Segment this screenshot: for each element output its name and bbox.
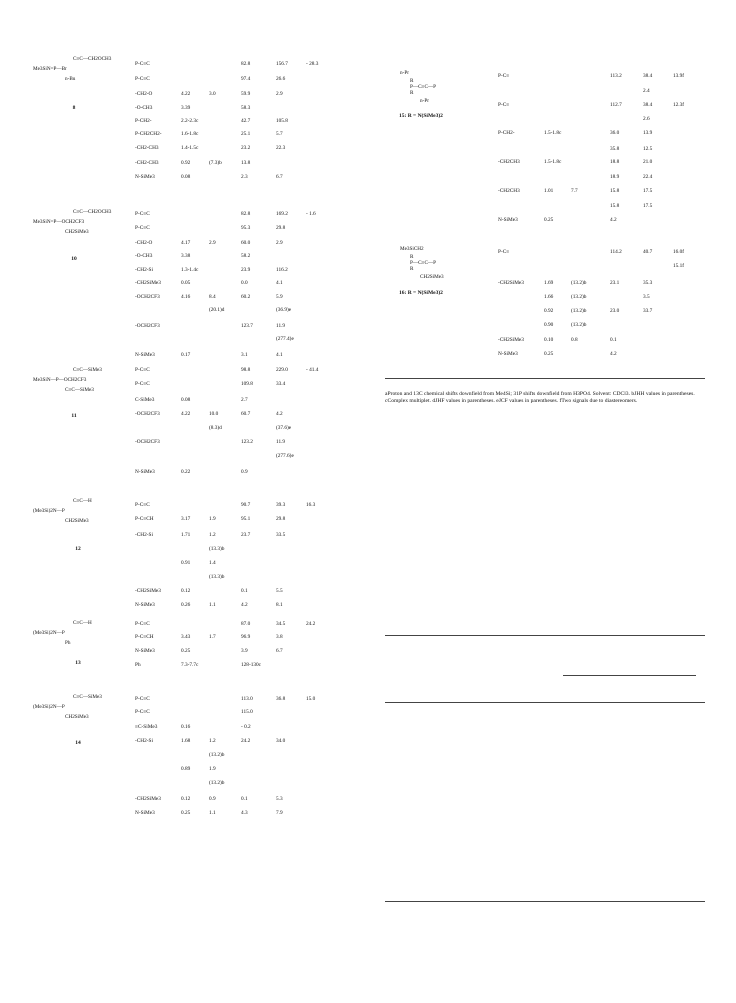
cell: 0.16	[181, 724, 191, 730]
compound-number: 16: R = N(SiMe3)2	[399, 290, 443, 296]
cell: 109.8	[241, 381, 253, 387]
structure-line: Me3SiN—P—OCH2CF3	[33, 377, 87, 383]
cell: (7.3)b	[209, 160, 222, 166]
structure-line: Me3SiCH2	[400, 246, 424, 252]
cell: 35.8	[610, 146, 620, 152]
cell: 1.1	[209, 602, 216, 608]
cell: (20.1)d	[209, 307, 225, 313]
cell: 2.9	[209, 240, 216, 246]
cell: 36.0	[610, 130, 620, 136]
cell: 7.7	[571, 188, 578, 194]
cell: 0.1	[241, 796, 248, 802]
cell: 3.38	[181, 253, 191, 259]
cell: 3.8	[276, 634, 283, 640]
cell: 12.3f	[673, 102, 685, 108]
cell: 0.05	[181, 280, 191, 286]
cell: 1.3-1.4c	[181, 267, 199, 273]
cell: -OCH2CF3	[135, 323, 160, 329]
cell: 113.2	[610, 73, 622, 79]
cell: 96.9	[241, 634, 251, 640]
cell: 1.68	[181, 738, 191, 744]
cell: 40.7	[643, 249, 653, 255]
cell: 7.3-7.7c	[181, 662, 199, 668]
cell: 1.7	[209, 634, 216, 640]
cell: 1.5-1.8c	[544, 130, 562, 136]
cell: -CH2-CH3	[135, 160, 159, 166]
cell: (13.2)b	[571, 308, 587, 314]
cell: 82.8	[241, 61, 251, 67]
cell: 18.8	[610, 159, 620, 165]
structure-line: R	[410, 254, 414, 260]
cell: 24.2	[306, 621, 316, 627]
cell: 2.2-2.3c	[181, 118, 199, 124]
cell: 2.4	[643, 88, 650, 94]
cell: 1.9	[209, 516, 216, 522]
cell: 23.0	[610, 308, 620, 314]
cell: 0.08	[181, 174, 191, 180]
cell: (13.2)b	[571, 294, 587, 300]
cell: 39.3	[276, 502, 286, 508]
cell: 0.22	[181, 469, 191, 475]
cell: 105.8	[276, 118, 288, 124]
cell: 3.1	[241, 352, 248, 358]
cell: 0.17	[181, 352, 191, 358]
cell: P-C≡C	[135, 61, 150, 67]
cell: 5.3	[276, 796, 283, 802]
compound-number: 14	[75, 740, 81, 746]
cell: 0.08	[181, 397, 191, 403]
cell: 0.25	[544, 217, 554, 223]
bottom-rule	[385, 901, 705, 902]
cell: 3.9	[241, 648, 248, 654]
cell: 21.0	[643, 159, 653, 165]
cell: 60.2	[241, 294, 251, 300]
cell: 229.0	[276, 367, 288, 373]
cell: 4.1	[276, 280, 283, 286]
cell: 98.8	[241, 367, 251, 373]
cell: 3.17	[181, 516, 191, 522]
cell: 95.1	[241, 516, 251, 522]
cell: (13.2)b	[571, 322, 587, 328]
cell: Ph	[135, 662, 141, 668]
cell: 0.25	[544, 351, 554, 357]
cell: (13.3)b	[209, 574, 225, 580]
table-footnote: aProton and 13C chemical shifts downfield from Me4Si; 31P shifts downfield from H3PO4. Solvent: CDCl3. bJHH values in parentheses. cComplex multiplet. dJHF values in parentheses. eJCF values in parentheses. fTwo signals due to diastereomers.	[385, 391, 695, 405]
cell: 29.8	[276, 516, 286, 522]
cell: (13.2)b	[209, 780, 225, 786]
cell: 1.4	[209, 560, 216, 566]
cell: 1.69	[544, 280, 554, 286]
structure-line: R	[410, 90, 414, 96]
cell: 16.3	[306, 502, 316, 508]
cell: 0.26	[181, 602, 191, 608]
cell: 5.9	[276, 294, 283, 300]
cell: 3.43	[181, 634, 191, 640]
cell: 123.7	[241, 323, 253, 329]
cell: - 0.2	[241, 724, 251, 730]
cell: P-C≡C	[135, 696, 150, 702]
cell: 16.0f	[673, 249, 685, 255]
cell: -CH2SiMe3	[135, 796, 161, 802]
cell: 5.5	[276, 588, 283, 594]
cell: 59.9	[241, 91, 251, 97]
cell: 3.5	[643, 294, 650, 300]
cell: 23.1	[610, 280, 620, 286]
cell: P-C≡C	[135, 502, 150, 508]
cell: 0.1	[241, 588, 248, 594]
cell: 11.9	[276, 323, 286, 329]
cell: 17.5	[643, 203, 653, 209]
cell: -CH2CH3	[498, 159, 520, 165]
cell: 116.2	[276, 267, 288, 273]
cell: 7.9	[276, 810, 283, 816]
cell: 0.1	[610, 337, 617, 343]
structure-line: n-Bu	[65, 76, 76, 82]
cell: 4.22	[181, 411, 191, 417]
cell: 114.2	[610, 249, 622, 255]
cell: 6.7	[276, 648, 283, 654]
structure-line: R	[410, 78, 414, 84]
cell: 1.9	[209, 766, 216, 772]
cell: 1.6-1.8c	[181, 131, 199, 137]
cell: 0.10	[544, 337, 554, 343]
cell: 26.6	[276, 76, 286, 82]
cell: 13.8	[241, 160, 251, 166]
compound-number: 13	[75, 660, 81, 666]
cell: - 28.3	[306, 61, 319, 67]
cell: P-C≡C	[135, 381, 150, 387]
cell: 15.8	[610, 188, 620, 194]
cell: 13.9f	[673, 73, 685, 79]
cell: (8.3)d	[209, 425, 222, 431]
cell: -O-CH3	[135, 105, 153, 111]
compound-number: 10	[71, 256, 77, 262]
cell: 0.12	[181, 796, 191, 802]
cell: 1.2	[209, 532, 216, 538]
divider-rule	[385, 702, 705, 703]
structure-line: C≡C—H	[73, 620, 92, 626]
structure-line: Me3SiN=P—OCH2CF3	[33, 219, 85, 225]
cell: 35.3	[643, 280, 653, 286]
cell: (13.2)b	[209, 752, 225, 758]
cell: 33.7	[643, 308, 653, 314]
cell: 3.39	[181, 105, 191, 111]
compound-number: 15: R = N(SiMe3)2	[399, 113, 443, 119]
divider-rule-short	[563, 675, 696, 676]
structure-line: C≡C—H	[73, 498, 92, 504]
structure-line: CH2SiMe3	[65, 518, 89, 524]
cell: N-SiMe3	[135, 810, 155, 816]
cell: (277.4)e	[276, 336, 294, 342]
cell: 0.25	[181, 810, 191, 816]
structure-line: R	[410, 266, 414, 272]
cell: 0.0	[241, 280, 248, 286]
cell: 0.12	[181, 588, 191, 594]
cell: -CH2-O	[135, 91, 153, 97]
cell: 4.3	[241, 810, 248, 816]
cell: N-SiMe3	[135, 602, 155, 608]
cell: 58.2	[241, 253, 251, 259]
footnote-rule	[385, 378, 705, 379]
cell: 82.8	[241, 211, 251, 217]
cell: -CH2-Si	[135, 532, 153, 538]
cell: 18.9	[610, 174, 620, 180]
cell: 15.1f	[673, 263, 685, 269]
cell: 4.16	[181, 294, 191, 300]
cell: 1.01	[544, 188, 554, 194]
cell: P-C≡	[498, 102, 510, 108]
cell: 0.25	[181, 648, 191, 654]
cell: 8.4	[209, 294, 216, 300]
cell: 4.2	[241, 602, 248, 608]
cell: -CH2-CH3	[135, 145, 159, 151]
cell: P-C≡C	[135, 211, 150, 217]
structure-line: P—C≡C—P	[410, 84, 436, 90]
cell: -CH2-Si	[135, 267, 153, 273]
cell: 33.5	[276, 532, 286, 538]
cell: - 1.6	[306, 211, 316, 217]
cell: 4.17	[181, 240, 191, 246]
cell: 34.0	[276, 738, 286, 744]
cell: 0.92	[181, 160, 191, 166]
cell: 58.3	[241, 105, 251, 111]
cell: P-CH2-	[135, 118, 152, 124]
cell: (13.2)b	[571, 280, 587, 286]
cell: -OCH2CF3	[135, 294, 160, 300]
cell: 2.6	[643, 116, 650, 122]
cell: 0.90	[544, 322, 554, 328]
structure-line: Ph	[65, 640, 71, 646]
compound-number: 12	[75, 546, 81, 552]
cell: (36.9)e	[276, 307, 292, 313]
cell: 2.9	[276, 91, 283, 97]
cell: N-SiMe3	[498, 217, 518, 223]
cell: ≡C-SiMe3	[135, 724, 158, 730]
divider-rule	[385, 635, 705, 636]
cell: 24.2	[241, 738, 251, 744]
cell: 4.2	[610, 217, 617, 223]
cell: (277.6)e	[276, 453, 294, 459]
cell: C-SiMe3	[135, 397, 155, 403]
cell: 10.0	[209, 411, 219, 417]
structure-line: CH2SiMe3	[65, 229, 89, 235]
cell: -OCH2CF3	[135, 439, 160, 445]
cell: N-SiMe3	[135, 648, 155, 654]
cell: P-C≡	[498, 73, 510, 79]
cell: 60.7	[241, 411, 251, 417]
structure-line: Me3SiN=P—Br	[33, 66, 67, 72]
compound-number: 8	[72, 105, 76, 111]
cell: 22.4	[643, 174, 653, 180]
cell: 97.4	[241, 76, 251, 82]
cell: 95.3	[241, 225, 251, 231]
cell: 115.0	[241, 709, 253, 715]
cell: -CH2-Si	[135, 738, 153, 744]
cell: 2.3	[241, 174, 248, 180]
cell: P-C≡CH	[135, 516, 154, 522]
cell: P-C≡C	[135, 709, 150, 715]
cell: 1.1	[209, 810, 216, 816]
cell: 5.7	[276, 131, 283, 137]
cell: 4.1	[276, 352, 283, 358]
cell: N-SiMe3	[135, 174, 155, 180]
structure-line: n-Pr	[420, 98, 429, 104]
cell: P-CH2CH2-	[135, 131, 162, 137]
cell: P-CH2-	[498, 130, 515, 136]
cell: 128-130c	[241, 662, 262, 668]
cell: 2.9	[276, 240, 283, 246]
cell: 38.4	[643, 102, 653, 108]
cell: 3.0	[209, 91, 216, 97]
cell: 29.8	[276, 225, 286, 231]
cell: -CH2SiMe3	[135, 588, 161, 594]
structure-line: (Me3Si)2N—P	[33, 630, 65, 636]
structure-line: n-Pr	[400, 70, 409, 76]
cell: 1.5-1.8c	[544, 159, 562, 165]
cell: 60.0	[241, 240, 251, 246]
cell: 15.0	[306, 696, 316, 702]
cell: (13.3)b	[209, 546, 225, 552]
cell: 4.22	[181, 91, 191, 97]
cell: 0.89	[181, 766, 191, 772]
cell: 4.2	[276, 411, 283, 417]
cell: P-C≡	[498, 249, 510, 255]
cell: 8.1	[276, 602, 283, 608]
cell: 87.0	[241, 621, 251, 627]
cell: 0.91	[181, 560, 191, 566]
cell: 113.0	[241, 696, 253, 702]
cell: -CH2CH3	[498, 188, 520, 194]
structure-line: P—C≡C—P	[410, 260, 436, 266]
cell: P-C≡C	[135, 621, 150, 627]
cell: 13.9	[643, 130, 653, 136]
cell: 0.9	[209, 796, 216, 802]
structure-line: C≡C—SiMe3	[73, 367, 102, 373]
cell: 156.7	[276, 61, 288, 67]
cell: -O-CH3	[135, 253, 153, 259]
cell: -OCH2CF3	[135, 411, 160, 417]
cell: N-SiMe3	[498, 351, 518, 357]
cell: 2.7	[241, 397, 248, 403]
cell: 1.66	[544, 294, 554, 300]
cell: 169.2	[276, 211, 288, 217]
structure-line: C≡C—SiMe3	[73, 694, 102, 700]
structure-line: C≡C—SiMe3	[65, 387, 94, 393]
cell: 1.71	[181, 532, 191, 538]
cell: 34.5	[276, 621, 286, 627]
structure-line: CH2SiMe3	[65, 714, 89, 720]
cell: 1.4-1.5c	[181, 145, 199, 151]
cell: 4.2	[610, 351, 617, 357]
cell: P-C≡C	[135, 225, 150, 231]
structure-line: (Me3Si)2N—P	[33, 704, 65, 710]
cell: 23.7	[241, 532, 251, 538]
cell: P-C≡C	[135, 367, 150, 373]
cell: -CH2SiMe3	[498, 337, 524, 343]
cell: 0.9	[241, 469, 248, 475]
cell: 11.9	[276, 439, 286, 445]
cell: 112.7	[610, 102, 622, 108]
structure-line: (Me3Si)2N—P	[33, 508, 65, 514]
cell: N-SiMe3	[135, 352, 155, 358]
cell: 6.7	[276, 174, 283, 180]
cell: 42.7	[241, 118, 251, 124]
cell: (37.6)e	[276, 425, 292, 431]
cell: 1.2	[209, 738, 216, 744]
cell: N-SiMe3	[135, 469, 155, 475]
cell: 33.4	[276, 381, 286, 387]
cell: 0.8	[571, 337, 578, 343]
structure-line: CH2SiMe3	[420, 274, 444, 280]
cell: 36.8	[276, 696, 286, 702]
cell: -CH2SiMe3	[498, 280, 524, 286]
cell: P-C≡C	[135, 76, 150, 82]
structure-line: C≡C—CH2OCH3	[73, 56, 112, 62]
cell: 38.4	[643, 73, 653, 79]
cell: - 41.4	[306, 367, 319, 373]
cell: 15.8	[610, 203, 620, 209]
cell: 123.2	[241, 439, 253, 445]
cell: 22.3	[276, 145, 286, 151]
compound-number: 11	[71, 413, 77, 419]
cell: 17.5	[643, 188, 653, 194]
cell: -CH2-O	[135, 240, 153, 246]
cell: 0.92	[544, 308, 554, 314]
structure-line: C≡C—CH2OCH3	[73, 209, 112, 215]
cell: 25.1	[241, 131, 251, 137]
cell: 23.2	[241, 145, 251, 151]
cell: -CH2SiMe3	[135, 280, 161, 286]
cell: 23.9	[241, 267, 251, 273]
cell: 12.5	[643, 146, 653, 152]
cell: P-C≡CH	[135, 634, 154, 640]
cell: 90.7	[241, 502, 251, 508]
